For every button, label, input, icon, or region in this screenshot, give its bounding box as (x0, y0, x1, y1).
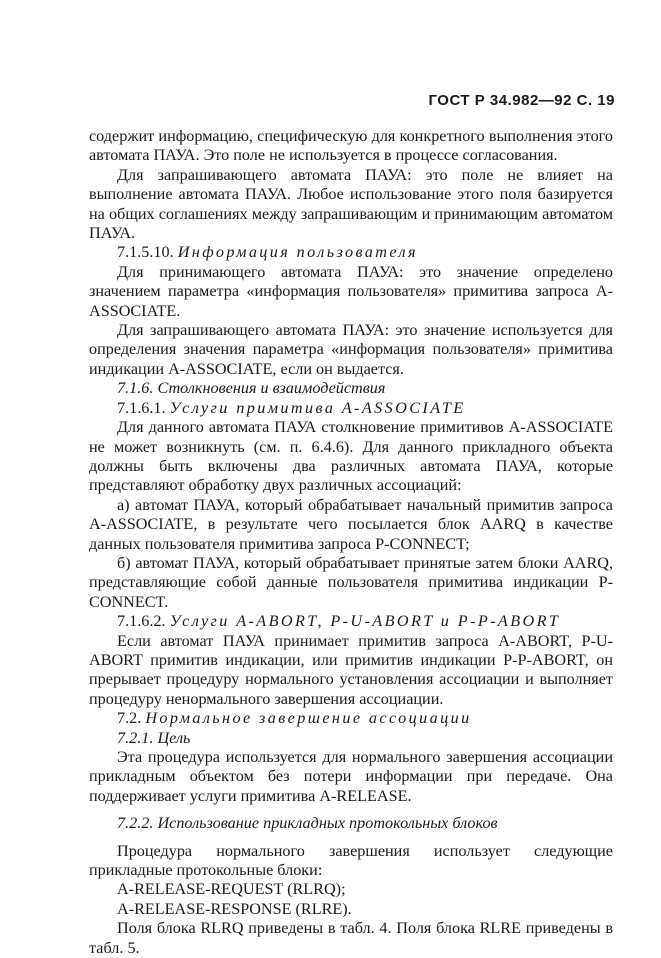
section-title: Услуги A-ABORT, P-U-ABORT и P-P-ABORT (169, 612, 561, 631)
section-title: Нормальное завершение ассоциации (145, 709, 472, 728)
section-title: Услуги примитива A-ASSOCIATE (169, 398, 466, 417)
paragraph: Для данного автомата ПАУА столкновение примитивов A-ASSOCIATE не может возникнуть (см. п. 6.4.6). Для данного прикладного объекта должны быть включены два различных автомата ПАУА, которые представляют обработку двух различных ассоциаций: (89, 418, 613, 495)
list-item: A-RELEASE-REQUEST (RLRQ); (117, 880, 346, 899)
body-text (89, 127, 613, 958)
section-heading: 7.1.6. Столкновения и взаимодействия (117, 379, 386, 398)
list-item: а) автомат ПАУА, который обрабатывает начальный примитив запроса A-ASSOCIATE, в результате чего посылается блок AARQ в качестве данных пользователя примитива запроса P-CONNECT; (89, 495, 613, 553)
list-item: б) автомат ПАУА, который обрабатывает принятые затем блоки AARQ, представляющие собой данные пользователя примитива индикации P-CONNECT. (89, 553, 613, 611)
section-heading (89, 709, 613, 728)
page-header: ГОСТ Р 34.982—92 С. 19 (428, 92, 615, 109)
paragraph: Для запрашивающего автомата ПАУА: это поле не влияет на выполнение автомата ПАУА. Любое использование этого поля базируется на общих соглашениях между запрашивающим и принимающим автоматом ПАУА. (89, 165, 613, 243)
paragraph: Для принимающего автомата ПАУА: это значение определено значением параметра «информация пользователя» примитива запроса A-ASSOCIATE. (89, 262, 613, 320)
list-item: A-RELEASE-RESPONSE (RLRE). (117, 899, 352, 918)
paragraph: Поля блока RLRQ приведены в табл. 4. Поля блока RLRE приведены в табл. 5. (89, 919, 613, 957)
paragraph: Эта процедура используется для нормального завершения ассоциации прикладным объектом без потери информации при передаче. Она поддерживает услуги примитива A-RELEASE. (89, 748, 613, 805)
section-heading: 7.2.1. Цель (117, 728, 191, 747)
section-number: 7.2. (117, 709, 142, 728)
paragraph: содержит информацию, специфическую для конкретного выполнения этого автомата ПАУА. Это поле не используется в процессе согласования. (89, 127, 613, 165)
section-number: 7.1.6.2. (117, 612, 166, 631)
section-number: 7.1.6.1. (117, 398, 166, 417)
section-heading (89, 399, 613, 418)
section-heading (89, 612, 613, 631)
section-number: 7.1.5.10. (117, 243, 174, 262)
section-title: Информация пользователя (177, 243, 418, 262)
paragraph: Если автомат ПАУА принимает примитив запроса A-ABORT, P-U-ABORT примитив индикации, или примитив индикации P-P-ABORT, он прерывает процедуру нормального установления ассоциации и выполняет процедуру ненормального завершения ассоциации. (89, 631, 613, 708)
section-heading: 7.2.2. Использование прикладных протокольных блоков (117, 814, 498, 833)
paragraph: Для запрашивающего автомата ПАУА: это значение используется для определения значения параметра «информация пользователя» примитива индикации A-ASSOCIATE, если он выдается. (89, 321, 613, 378)
paragraph: Процедура нормального завершения использует следующие прикладные протокольные блоки: (89, 841, 613, 880)
section-heading (89, 243, 613, 262)
